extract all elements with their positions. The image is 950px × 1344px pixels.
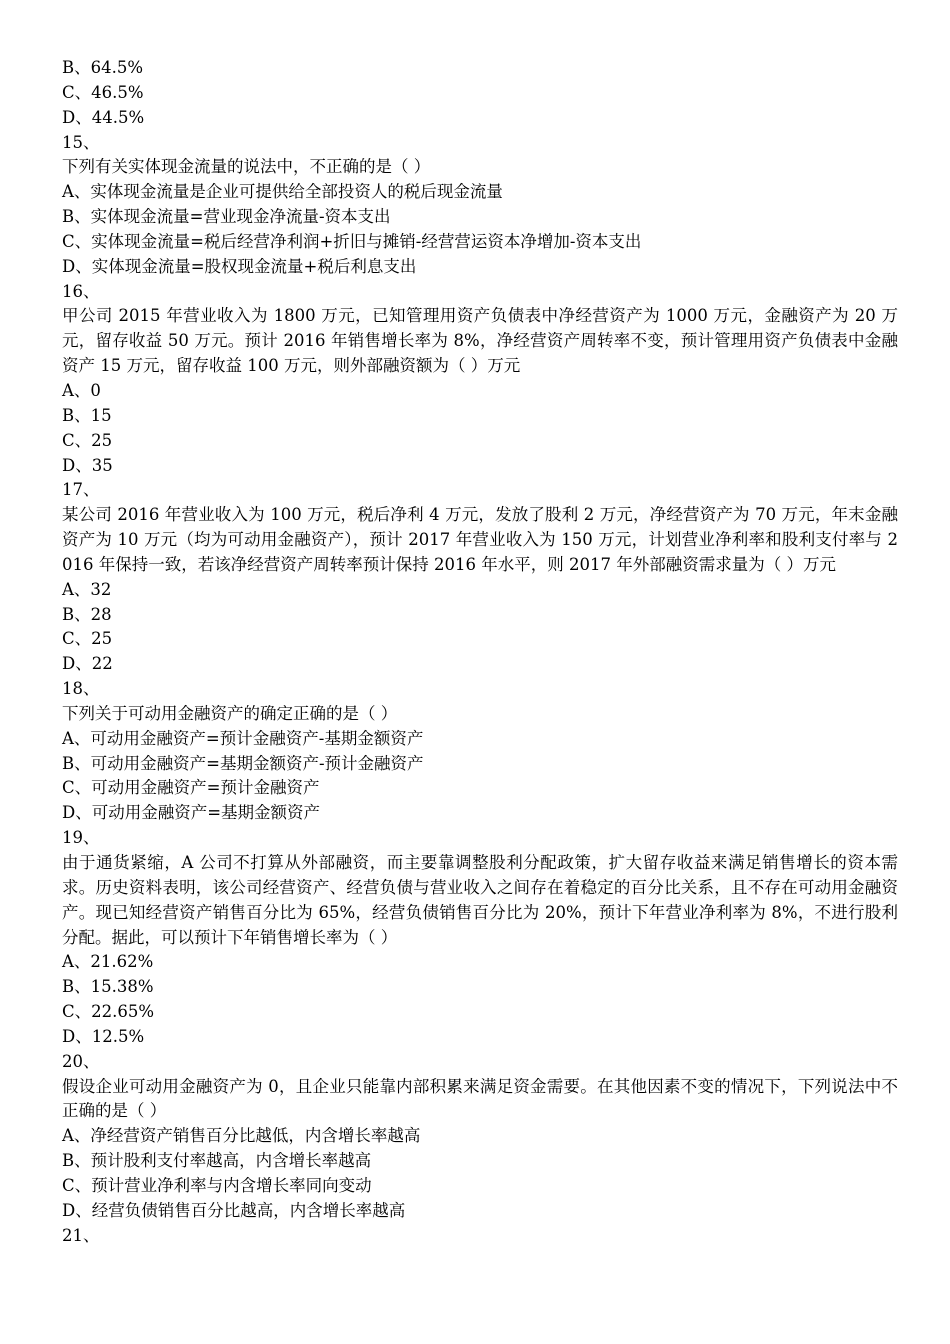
document-body bbox=[62, 56, 898, 1249]
answer-option: C、实体现金流量=税后经营净利润+折旧与摊销-经营营运资本净增加-资本支出 bbox=[62, 231, 642, 251]
answer-option: A、可动用金融资产=预计金融资产-基期金额资产 bbox=[62, 728, 424, 748]
answer-option: A、0 bbox=[62, 380, 101, 400]
question-stem: 下列关于可动用金融资产的确定正确的是（ ） bbox=[62, 703, 398, 723]
answer-option: D、35 bbox=[62, 455, 113, 475]
answer-option: B、15.38% bbox=[62, 977, 154, 997]
question-stem: 假设企业可动用金融资产为 0，且企业只能靠内部积累来满足资金需要。在其他因素不变的情况下，下列说法中不正确的是（ ） bbox=[62, 1076, 898, 1121]
question-stem: 下列有关实体现金流量的说法中，不正确的是（ ） bbox=[62, 157, 431, 177]
question-number: 19、 bbox=[62, 828, 100, 848]
answer-option: C、25 bbox=[62, 430, 113, 450]
answer-option: D、12.5% bbox=[62, 1026, 145, 1046]
answer-option: D、22 bbox=[62, 654, 113, 674]
answer-option: C、预计营业净利率与内含增长率同向变动 bbox=[62, 1175, 372, 1195]
answer-option: D、经营负债销售百分比越高，内含增长率越高 bbox=[62, 1200, 406, 1220]
answer-option: B、15 bbox=[62, 405, 112, 425]
question-number: 20、 bbox=[62, 1051, 100, 1071]
question-stem: 甲公司 2015 年营业收入为 1800 万元，已知管理用资产负债表中净经营资产为 1000 万元，金融资产为 20 万元，留存收益 50 万元。预计 2016 年销售增长率为 8%，净经营资产周转率不变，预计管理用资产负债表中金融资产 15 万元，留存收益 100 万元，则外部融资额为（ ）万元 bbox=[62, 306, 898, 376]
question-number: 21、 bbox=[62, 1225, 100, 1245]
question-number: 17、 bbox=[62, 480, 100, 500]
answer-option: C、22.65% bbox=[62, 1002, 155, 1022]
answer-option: B、可动用金融资产=基期金额资产-预计金融资产 bbox=[62, 753, 424, 773]
question-number: 16、 bbox=[62, 281, 100, 301]
answer-option: D、44.5% bbox=[62, 107, 145, 127]
answer-option: C、可动用金融资产=预计金融资产 bbox=[62, 778, 320, 798]
question-number: 18、 bbox=[62, 679, 100, 699]
answer-option: A、实体现金流量是企业可提供给全部投资人的税后现金流量 bbox=[62, 182, 503, 202]
answer-option: D、可动用金融资产=基期金额资产 bbox=[62, 803, 321, 823]
answer-option: B、预计股利支付率越高，内含增长率越高 bbox=[62, 1151, 372, 1171]
answer-option: B、28 bbox=[62, 604, 112, 624]
question-number: 15、 bbox=[62, 132, 100, 152]
answer-option: B、实体现金流量=营业现金净流量-资本支出 bbox=[62, 207, 391, 227]
answer-option: B、64.5% bbox=[62, 58, 144, 77]
answer-option: C、25 bbox=[62, 629, 113, 649]
answer-option: C、46.5% bbox=[62, 82, 144, 102]
answer-option: D、实体现金流量=股权现金流量+税后利息支出 bbox=[62, 256, 417, 276]
answer-option: A、净经营资产销售百分比越低，内含增长率越高 bbox=[62, 1126, 421, 1146]
question-stem: 某公司 2016 年营业收入为 100 万元，税后净利 4 万元，发放了股利 2 万元，净经营资产为 70 万元，年末金融资产为 10 万元（均为可动用金融资产），预计 2017 年营业收入为 150 万元，计划营业净利率和股利支付率与 2016 年保持一致，若该净经营资产周转率预计保持 2016 年水平，则 2017 年外部融资需求量为（ ）万元 bbox=[62, 505, 898, 574]
question-stem: 由于通货紧缩，A 公司不打算从外部融资，而主要靠调整股利分配政策，扩大留存收益来满足销售增长的资本需求。历史资料表明，该公司经营资产、经营负债与营业收入之间存在着稳定的百分比关系，且不存在可动用金融资产。现已知经营资产销售百分比为 65%，经营负债销售百分比为 20%，预计下年营业净利率为 8%，不进行股利分配。据此，可以预计下年销售增长率为（ ） bbox=[62, 853, 898, 947]
answer-option: A、32 bbox=[62, 579, 112, 599]
answer-option: A、21.62% bbox=[62, 952, 154, 972]
